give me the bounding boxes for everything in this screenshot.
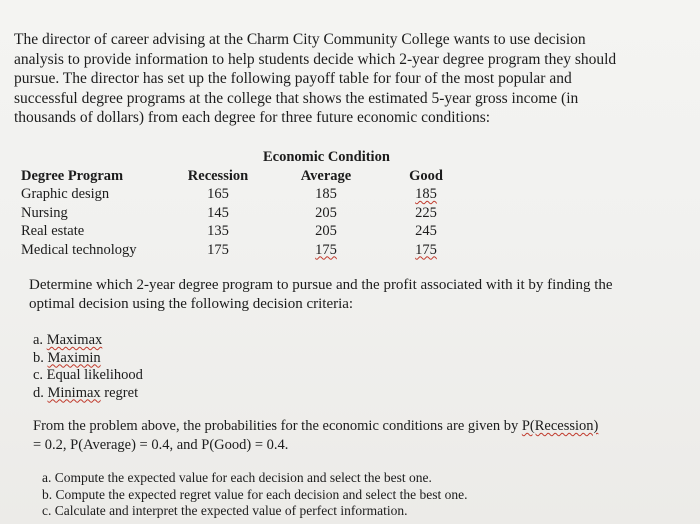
intro-line: The director of career advising at the Charm City Community College wants to use decision bbox=[14, 31, 586, 48]
payoff-table bbox=[21, 148, 461, 259]
intro-line: pursue. The director has set up the following payoff table for four of the most popular and bbox=[14, 70, 572, 87]
probabilities-line: = 0.2, P(Average) = 0.4, and P(Good) = 0.4. bbox=[33, 436, 289, 453]
cell-program: Medical technology bbox=[21, 241, 137, 258]
subquestion: c. Calculate and interpret the expected value of perfect information. bbox=[42, 503, 408, 518]
cell-average: 185 bbox=[315, 186, 337, 202]
cell-recession: 135 bbox=[207, 223, 229, 239]
task-paragraph bbox=[29, 276, 679, 313]
cell-good: 175 bbox=[415, 241, 437, 258]
criterion-prefix: d. bbox=[33, 384, 48, 401]
table-row bbox=[21, 204, 461, 223]
probabilities-paragraph bbox=[33, 417, 673, 454]
probabilities-term: P(Recession) bbox=[521, 418, 599, 434]
task-line: optimal decision using the following decision criteria: bbox=[29, 295, 354, 312]
criterion-term: Maximax bbox=[46, 332, 103, 348]
header-degree-program: Degree Program bbox=[21, 167, 124, 184]
subquestion: a. Compute the expected value for each decision and select the best one. bbox=[42, 470, 432, 485]
subquestions-list bbox=[42, 470, 467, 520]
cell-average: 205 bbox=[315, 223, 337, 239]
criterion-maximin bbox=[33, 350, 143, 368]
cell-good: 225 bbox=[415, 204, 437, 221]
criterion-maximax bbox=[33, 332, 143, 350]
cell-good: 245 bbox=[415, 223, 437, 239]
header-recession: Recession bbox=[187, 167, 249, 184]
criteria-list bbox=[33, 332, 143, 402]
cell-recession: 165 bbox=[207, 186, 229, 202]
intro-line: analysis to provide information to help students decide which 2-year degree program they should bbox=[14, 50, 617, 68]
criterion-suffix: regret bbox=[100, 384, 139, 401]
header-average: Average bbox=[300, 167, 352, 184]
criterion-prefix: b. bbox=[33, 349, 48, 366]
criterion-minimax-regret bbox=[33, 385, 143, 403]
cell-program: Graphic design bbox=[21, 186, 110, 202]
subquestion: b. Compute the expected regret value for each decision and select the best one. bbox=[42, 486, 468, 502]
cell-average: 205 bbox=[315, 204, 337, 221]
task-line: Determine which 2-year degree program to pursue and the profit associated with it by finding the bbox=[29, 277, 613, 293]
cell-program: Nursing bbox=[21, 204, 68, 221]
intro-paragraph bbox=[14, 30, 684, 128]
cell-recession: 145 bbox=[207, 204, 229, 221]
table-row bbox=[21, 241, 461, 260]
header-good: Good bbox=[409, 167, 443, 184]
probabilities-line bbox=[33, 417, 673, 436]
criterion-equal-likelihood: c. Equal likelihood bbox=[33, 367, 143, 383]
cell-program: Real estate bbox=[21, 223, 85, 239]
criterion-term: Maximin bbox=[47, 349, 101, 366]
intro-line: thousands of dollars) from each degree for three future economic conditions: bbox=[14, 109, 491, 126]
probabilities-text: From the problem above, the probabilities for the economic conditions are given by bbox=[33, 418, 522, 434]
table-header-row bbox=[21, 167, 461, 186]
economic-condition-header: Economic Condition bbox=[263, 149, 390, 165]
table-row bbox=[21, 222, 461, 241]
criterion-prefix: a. bbox=[33, 332, 47, 348]
cell-average: 175 bbox=[315, 241, 337, 258]
intro-line: successful degree programs at the college that shows the estimated 5-year gross income (in bbox=[14, 89, 579, 107]
criterion-term: Minimax bbox=[47, 384, 101, 401]
table-group-header-row bbox=[21, 148, 461, 167]
cell-recession: 175 bbox=[207, 241, 229, 258]
table-row bbox=[21, 185, 461, 204]
cell-good: 185 bbox=[415, 186, 437, 202]
